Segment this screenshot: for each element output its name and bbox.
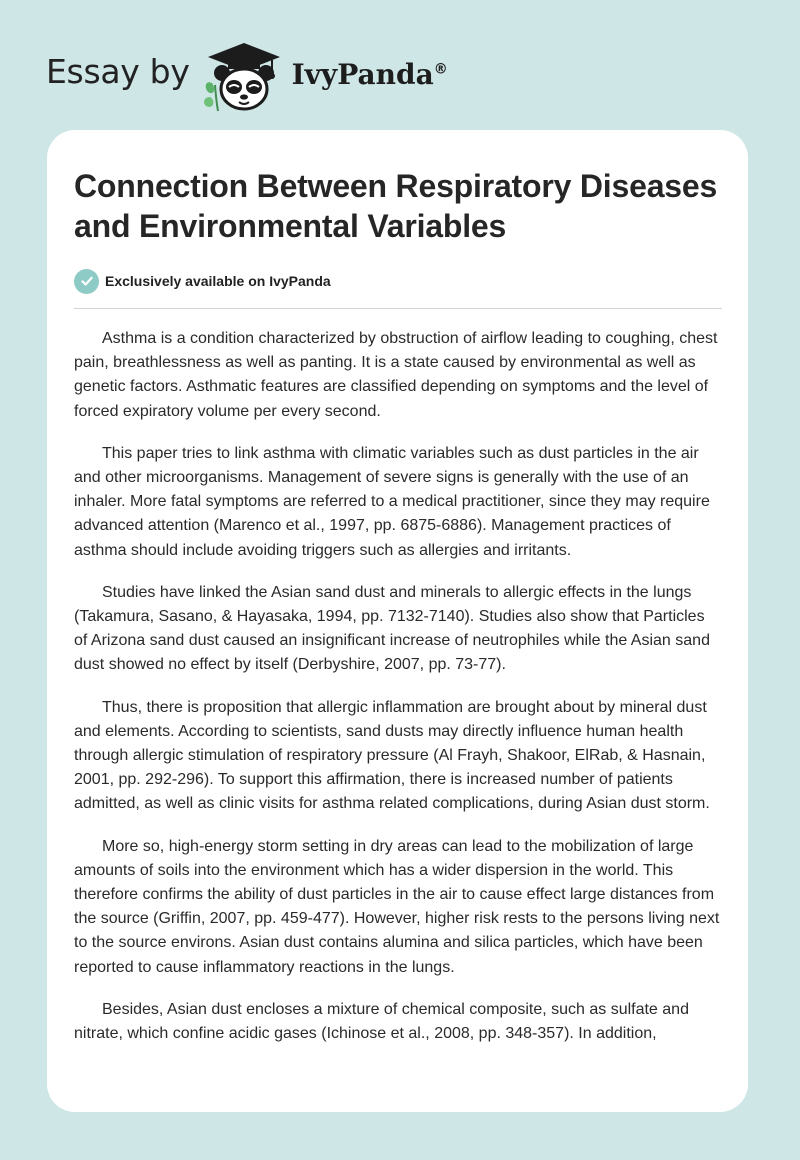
essay-by-label: Essay by bbox=[46, 51, 190, 91]
divider bbox=[74, 308, 722, 309]
paragraph: Asthma is a condition characterized by obstruction of airflow leading to coughing, chest pain, breathlessness as well as panting. It is a state caused by environmental as well as genetic factors. Asthmatic features are classified depending on symptoms and the level of forced expiratory volume per every second. bbox=[74, 330, 718, 420]
paragraph: Besides, Asian dust encloses a mixture of chemical composite, such as sulfate and nitrate, which confine acidic gases (Ichinose et al., 2008, pp. 348-357). In addition, bbox=[74, 1000, 689, 1043]
panda-graduate-icon[interactable] bbox=[202, 39, 286, 113]
essay-body bbox=[74, 327, 722, 1046]
essay-title: Connection Between Respiratory Diseases and Environmental Variables bbox=[74, 168, 718, 244]
site-header bbox=[46, 36, 448, 116]
ivypanda-logo-text[interactable] bbox=[292, 58, 448, 91]
check-circle-icon bbox=[74, 269, 99, 294]
brand-name: IvyPanda bbox=[291, 57, 434, 91]
paragraph: Studies have linked the Asian sand dust and minerals to allergic effects in the lungs (Takamura, Sasano, & Hayasaka, 1994, pp. 7132-7140). Studies also show that Particles of Arizona sand dust caused an insignificant increase of neutrophiles while the Asian sand dust showed no effect by itself (Derbyshire, 2007, pp. 73-77). bbox=[74, 583, 710, 674]
registered-mark: ® bbox=[433, 61, 448, 78]
exclusive-badge bbox=[74, 268, 722, 294]
paragraph: More so, high-energy storm setting in dry areas can lead to the mobilization of large amounts of soils into the environment which has a wider dispersion in the world. This therefore confirms the ability of dust particles in the air to cause effect large distances from the source (Griffin, 2007, pp. 459-477). However, higher risk rests to the persons living next to the source environs. Asian dust contains alumina and silica particles, which have been reported to cause inflammatory reactions in the lungs. bbox=[74, 837, 720, 976]
essay-card bbox=[47, 130, 748, 1112]
exclusive-label: Exclusively available on IvyPanda bbox=[105, 273, 331, 289]
paragraph: Thus, there is proposition that allergic inflammation are brought about by mineral dust and elements. According to scientists, sand dusts may directly influence human health through allergic stimulation of respiratory pressure (Al Frayh, Shakoor, ElRab, & Hasnain, 2001, pp. 292-296). To support this affirmation, there is increased number of patients admitted, as well as clinic visits for asthma related complications, during Asian dust storm. bbox=[74, 698, 710, 813]
paragraph: This paper tries to link asthma with climatic variables such as dust particles in the air and other microorganisms. Management of severe signs is generally with the use of an inhaler. More fatal symptoms are referred to a medical practitioner, since they may require advanced attention (Marenco et al., 1997, pp. 6875-6886). Management practices of asthma should include avoiding triggers such as allergies and irritants. bbox=[74, 444, 710, 559]
